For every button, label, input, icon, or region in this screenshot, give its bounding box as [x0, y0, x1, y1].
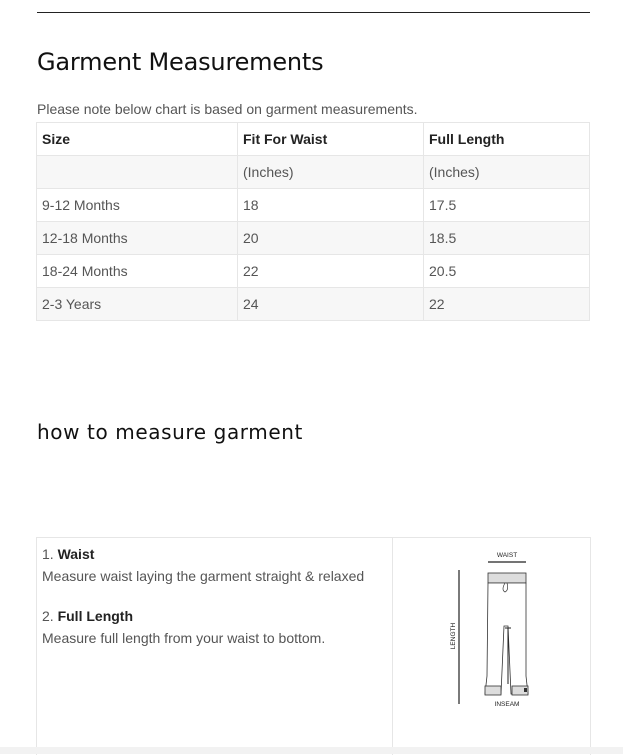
pants-measure-diagram-icon: [447, 546, 547, 716]
table-row: [37, 189, 590, 222]
unit-size: [37, 156, 238, 189]
step-number: 1.: [42, 546, 54, 562]
box-divider: [392, 538, 393, 755]
cell-waist: 18: [238, 189, 424, 222]
measure-guide-box: [36, 537, 591, 755]
unit-length: (Inches): [424, 156, 590, 189]
units-row: [37, 156, 590, 189]
bottom-edge: [0, 747, 623, 754]
step-label: Waist: [57, 546, 95, 562]
howto-title: how to measure garment: [37, 420, 303, 444]
size-chart-table: [36, 122, 590, 321]
cell-size: 18-24 Months: [37, 255, 238, 288]
header-waist: Fit For Waist: [238, 123, 424, 156]
length-label: LENGTH: [450, 622, 457, 650]
cell-length: 18.5: [424, 222, 590, 255]
page-title: Garment Measurements: [37, 48, 324, 76]
step-description: Measure full length from your waist to bottom.: [42, 630, 326, 646]
cell-waist: 22: [238, 255, 424, 288]
cell-size: 12-18 Months: [37, 222, 238, 255]
inseam-label: INSEAM: [494, 701, 520, 708]
cell-waist: 24: [238, 288, 424, 321]
top-divider: [37, 12, 590, 13]
step-description: Measure waist laying the garment straight & relaxed: [42, 568, 365, 584]
table-row: [37, 255, 590, 288]
chart-note: Please note below chart is based on garment measurements.: [37, 101, 418, 117]
step-full-length: [42, 608, 325, 646]
step-number: 2.: [42, 608, 54, 624]
table-row: [37, 288, 590, 321]
step-waist: [42, 546, 364, 584]
cell-size: 2-3 Years: [37, 288, 238, 321]
table-row: [37, 222, 590, 255]
unit-waist: (Inches): [238, 156, 424, 189]
cell-length: 20.5: [424, 255, 590, 288]
cell-length: 22: [424, 288, 590, 321]
waist-label: WAIST: [496, 552, 518, 559]
step-label: Full Length: [57, 608, 134, 624]
header-size: Size: [37, 123, 238, 156]
table-header-row: [37, 123, 590, 156]
header-length: Full Length: [424, 123, 590, 156]
cell-waist: 20: [238, 222, 424, 255]
cell-length: 17.5: [424, 189, 590, 222]
cell-size: 9-12 Months: [37, 189, 238, 222]
